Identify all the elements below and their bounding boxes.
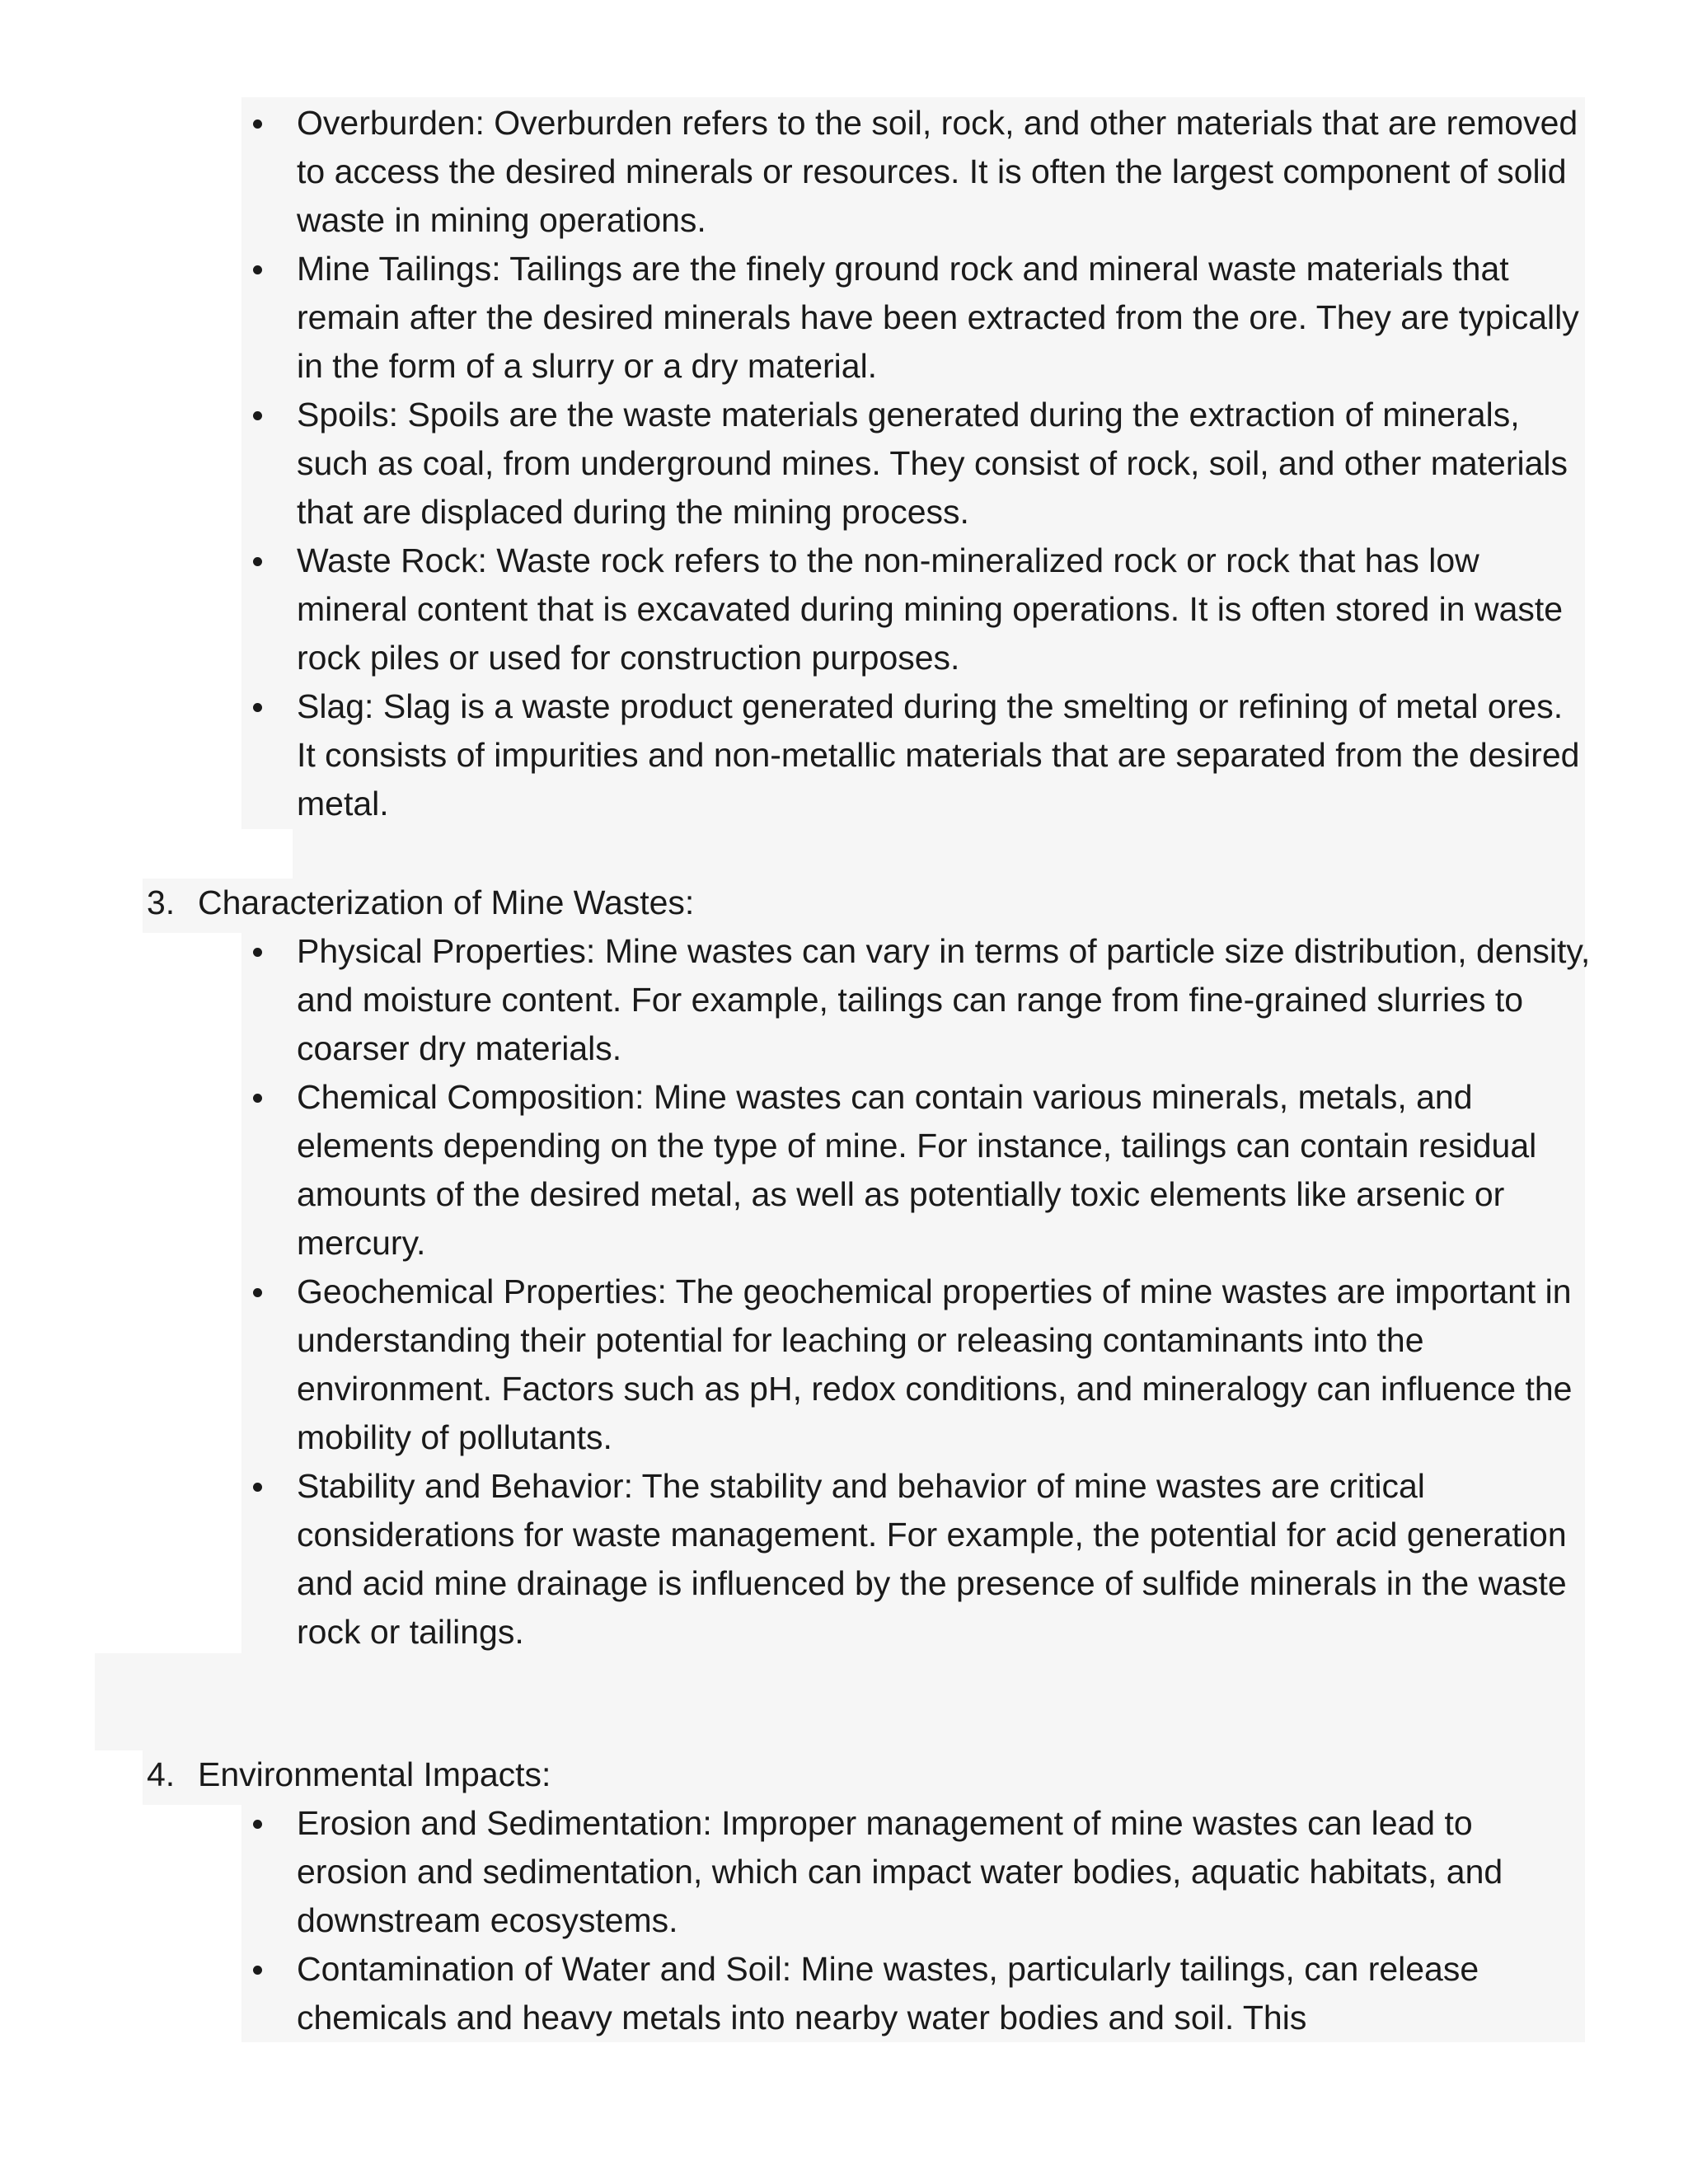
list-item-slag: Slag: Slag is a waste product generated during the smelting or refining of metal ores. It consists of impurities and non-metallic materials that are separated from the desired metal. (297, 682, 1591, 828)
list-item-spoils: Spoils: Spoils are the waste materials generated during the extraction of minerals, such as coal, from underground mines. They consist of rock, soil, and other materials that are displaced during the mining process. (297, 391, 1591, 537)
characterization-list (297, 927, 1591, 1657)
section-4-number: 4. (147, 1755, 176, 1793)
list-item-waste-rock: Waste Rock: Waste rock refers to the non-mineralized rock or rock that has low mineral content that is excavated during mining operations. It is often stored in waste rock piles or used for construction purposes. (297, 537, 1591, 682)
list-item-stability-behavior: Stability and Behavior: The stability and behavior of mine wastes are critical considerations for waste management. For example, the potential for acid generation and acid mine drainage is influenced by the presence of sulfide minerals in the waste rock or tailings. (297, 1462, 1591, 1657)
highlight-block-blank-lines (95, 1653, 1585, 1750)
section-4-heading (147, 1750, 551, 1799)
section-3-heading (147, 879, 694, 927)
section-3-number: 3. (147, 883, 176, 921)
list-item-chemical-composition: Chemical Composition: Mine wastes can contain various minerals, metals, and elements depending on the type of mine. For instance, tailings can contain residual amounts of the desired metal, as well as potentially toxic elements like arsenic or mercury. (297, 1073, 1591, 1268)
list-item-physical-properties: Physical Properties: Mine wastes can vary in terms of particle size distribution, density, and moisture content. For example, tailings can range from fine-grained slurries to coarser dry materials. (297, 927, 1591, 1073)
list-item-contamination: Contamination of Water and Soil: Mine wastes, particularly tailings, can release chemicals and heavy metals into nearby water bodies and soil. This (297, 1945, 1591, 2042)
list-item-mine-tailings: Mine Tailings: Tailings are the finely ground rock and mineral waste materials that remain after the desired minerals have been extracted from the ore. They are typically in the form of a slurry or a dry material. (297, 245, 1591, 391)
list-item-geochemical-properties: Geochemical Properties: The geochemical properties of mine wastes are important in understanding their potential for leaching or releasing contaminants into the environment. Factors such as pH, redox conditions, and mineralogy can influence the mobility of pollutants. (297, 1268, 1591, 1462)
highlight-block-gap (293, 824, 1585, 879)
section-3-title: Characterization of Mine Wastes: (198, 883, 695, 921)
section-4-title: Environmental Impacts: (198, 1755, 551, 1793)
environmental-impacts-list (297, 1799, 1591, 2042)
list-item-erosion-sedimentation: Erosion and Sedimentation: Improper management of mine wastes can lead to erosion and sedimentation, which can impact water bodies, aquatic habitats, and downstream ecosystems. (297, 1799, 1591, 1945)
mine-waste-types-list (297, 99, 1591, 828)
list-item-overburden: Overburden: Overburden refers to the soil, rock, and other materials that are removed to access the desired minerals or resources. It is often the largest component of solid waste in mining operations. (297, 99, 1591, 245)
